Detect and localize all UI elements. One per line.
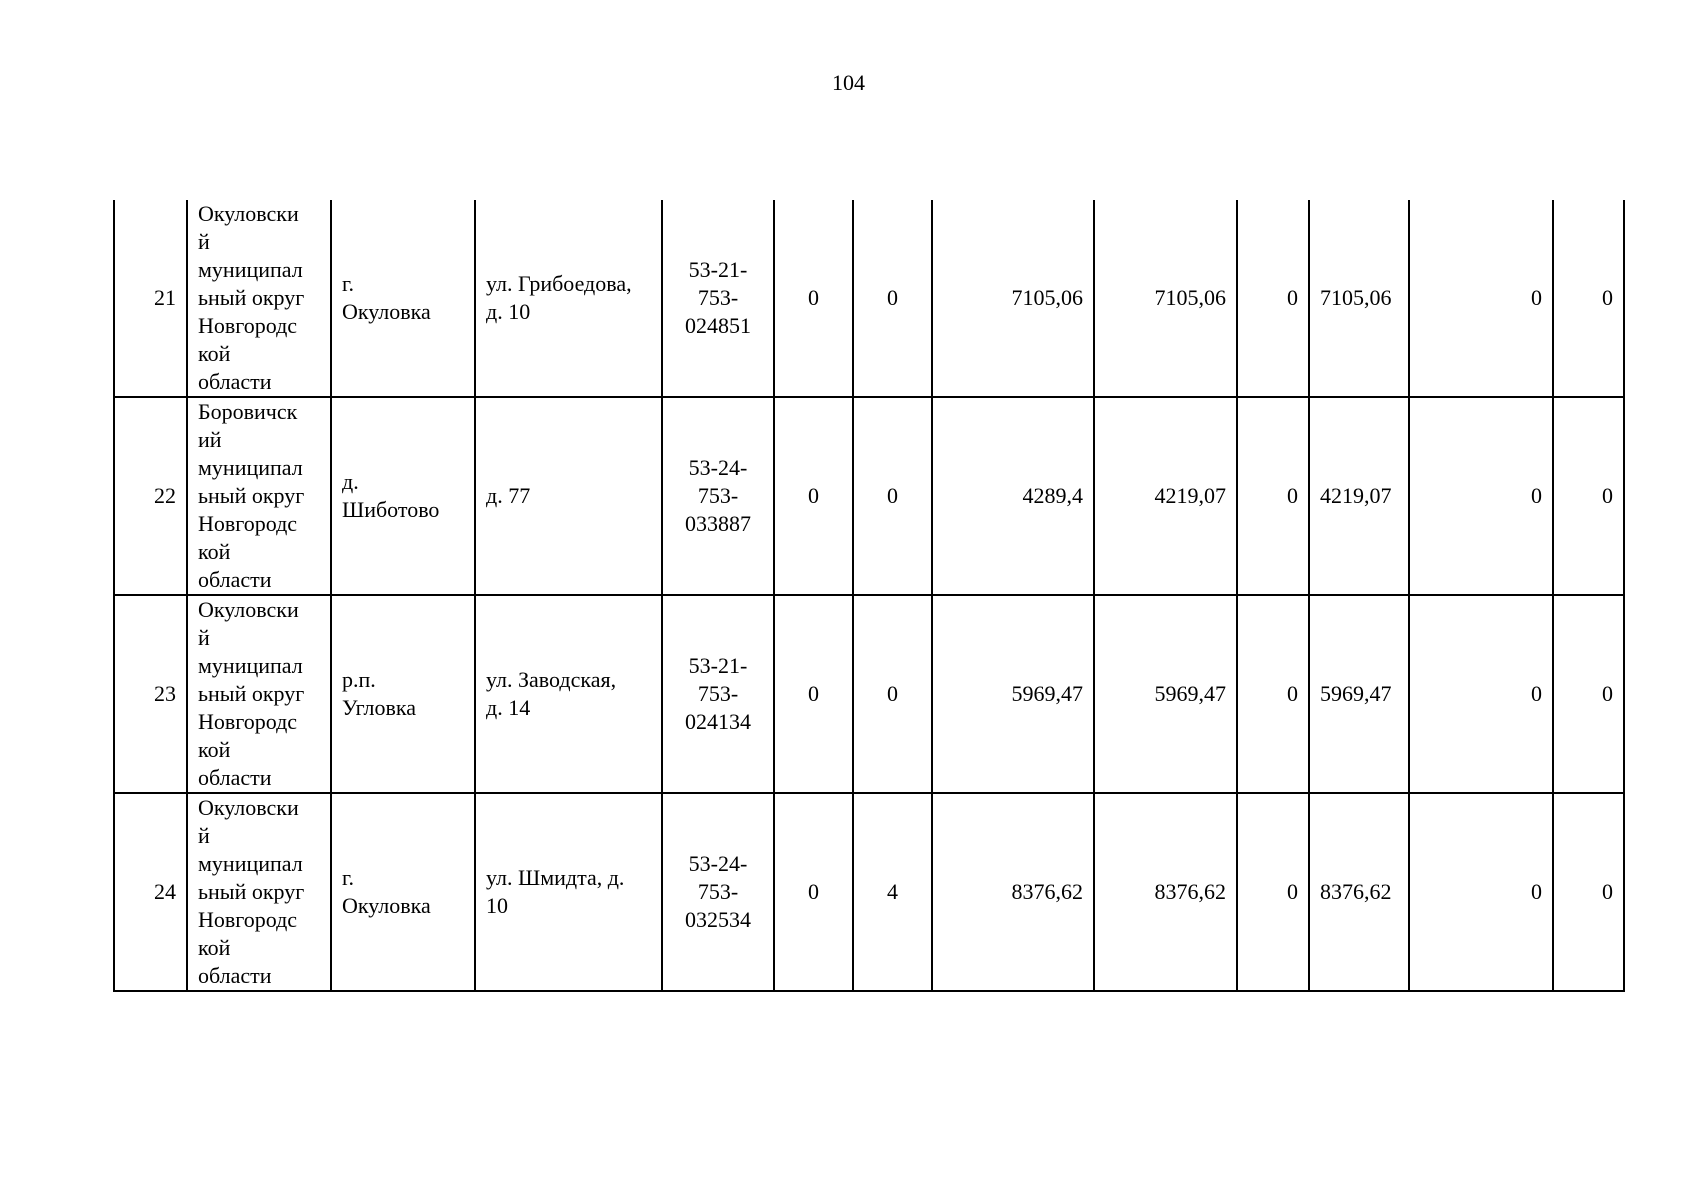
cell-value-6: 4219,07 [1309,397,1409,595]
cell-district-line: области [198,963,272,988]
cell-value-3: 8376,62 [932,793,1094,991]
cell-value-1: 0 [774,397,853,595]
cell-district-line: Новгородс [198,313,298,338]
cell-value-8: 0 [1553,200,1624,397]
cell-district-line: Окуловски [198,201,299,226]
cell-locality-line: Шиботово [342,497,440,522]
cell-district-line: й [198,625,210,650]
cell-code-line: 53-21- [688,257,748,282]
cell-code-line: 753- [697,879,739,904]
cell-district-line: ьный округ [198,285,305,310]
cell-address [475,595,662,793]
cell-district-line: й [198,229,210,254]
cell-value-4: 4219,07 [1094,397,1237,595]
cell-locality-line: Окуловка [342,893,431,918]
cell-locality-line: г. [342,865,355,890]
cell-value-5: 0 [1237,397,1309,595]
cell-code-line: 033887 [685,511,751,536]
cell-locality-line: г. [342,271,355,296]
cell-district [187,397,331,595]
cell-district-line: области [198,567,272,592]
cell-district-line: муниципал [198,455,303,480]
cell-value-5: 0 [1237,200,1309,397]
cell-address [475,793,662,991]
cell-code-line: 753- [697,483,739,508]
cell-value-8: 0 [1553,397,1624,595]
cell-value-6: 7105,06 [1309,200,1409,397]
cell-locality-line: д. [342,469,359,494]
cell-value-3: 5969,47 [932,595,1094,793]
cell-address-line: ул. Грибоедова, [486,271,632,296]
cell-value-2: 0 [853,397,932,595]
cell-locality-line: Окуловка [342,299,431,324]
cell-value-3: 7105,06 [932,200,1094,397]
cell-value-5: 0 [1237,793,1309,991]
cell-value-3: 4289,4 [932,397,1094,595]
cell-code [662,793,774,991]
cell-code-line: 53-24- [688,455,748,480]
cell-value-2: 4 [853,793,932,991]
cell-district-line: муниципал [198,851,303,876]
cell-district-line: й [198,823,210,848]
cell-code [662,595,774,793]
cell-district-line: кой [198,737,231,762]
cell-district-line: ий [198,427,222,452]
cell-value-2: 0 [853,595,932,793]
cell-district-line: муниципал [198,257,303,282]
cell-locality-line: Угловка [342,695,417,720]
cell-code-line: 53-24- [688,851,748,876]
cell-district-line: Новгородс [198,907,298,932]
table-row [114,793,1624,991]
cell-value-8: 0 [1553,595,1624,793]
cell-district-line: Окуловски [198,795,299,820]
cell-row-number: 23 [114,595,187,793]
cell-value-6: 5969,47 [1309,595,1409,793]
cell-value-6: 8376,62 [1309,793,1409,991]
cell-address-line: д. 77 [486,483,531,508]
cell-value-7: 0 [1409,200,1553,397]
cell-value-8: 0 [1553,793,1624,991]
cell-district-line: Новгородс [198,511,298,536]
cell-district-line: кой [198,935,231,960]
cell-value-1: 0 [774,595,853,793]
cell-code-line: 024134 [685,709,751,734]
cell-value-2: 0 [853,200,932,397]
data-table [113,200,1625,992]
cell-district-line: Окуловски [198,597,299,622]
cell-district-line: ьный округ [198,681,305,706]
cell-row-number: 21 [114,200,187,397]
cell-value-7: 0 [1409,793,1553,991]
table-row [114,397,1624,595]
cell-locality [331,200,475,397]
cell-district-line: кой [198,341,231,366]
cell-code-line: 024851 [685,313,751,338]
cell-value-5: 0 [1237,595,1309,793]
cell-district-line: ьный округ [198,879,305,904]
cell-district-line: Новгородс [198,709,298,734]
cell-district-line: области [198,765,272,790]
cell-value-4: 5969,47 [1094,595,1237,793]
table-row [114,595,1624,793]
cell-value-7: 0 [1409,595,1553,793]
cell-locality [331,793,475,991]
cell-code-line: 753- [697,681,739,706]
cell-district [187,793,331,991]
page-number: 104 [832,70,865,95]
cell-address [475,200,662,397]
cell-row-number: 22 [114,397,187,595]
cell-district-line: Боровичск [198,399,298,424]
cell-address-line: ул. Шмидта, д. [486,865,625,890]
cell-locality [331,397,475,595]
cell-locality-line: р.п. [342,667,376,692]
cell-district [187,200,331,397]
cell-value-1: 0 [774,793,853,991]
cell-code [662,200,774,397]
cell-value-4: 7105,06 [1094,200,1237,397]
cell-district-line: кой [198,539,231,564]
cell-address-line: 10 [486,893,508,918]
cell-address-line: д. 10 [486,299,531,324]
cell-district-line: ьный округ [198,483,305,508]
cell-district [187,595,331,793]
cell-value-4: 8376,62 [1094,793,1237,991]
table-body [114,200,1624,991]
cell-locality [331,595,475,793]
cell-code-line: 53-21- [688,653,748,678]
cell-value-1: 0 [774,200,853,397]
cell-address [475,397,662,595]
cell-row-number: 24 [114,793,187,991]
cell-address-line: ул. Заводская, [486,667,617,692]
table-row [114,200,1624,397]
cell-code-line: 753- [697,285,739,310]
cell-code-line: 032534 [685,907,751,932]
cell-address-line: д. 14 [486,695,531,720]
cell-code [662,397,774,595]
cell-district-line: муниципал [198,653,303,678]
cell-district-line: области [198,369,272,394]
cell-value-7: 0 [1409,397,1553,595]
